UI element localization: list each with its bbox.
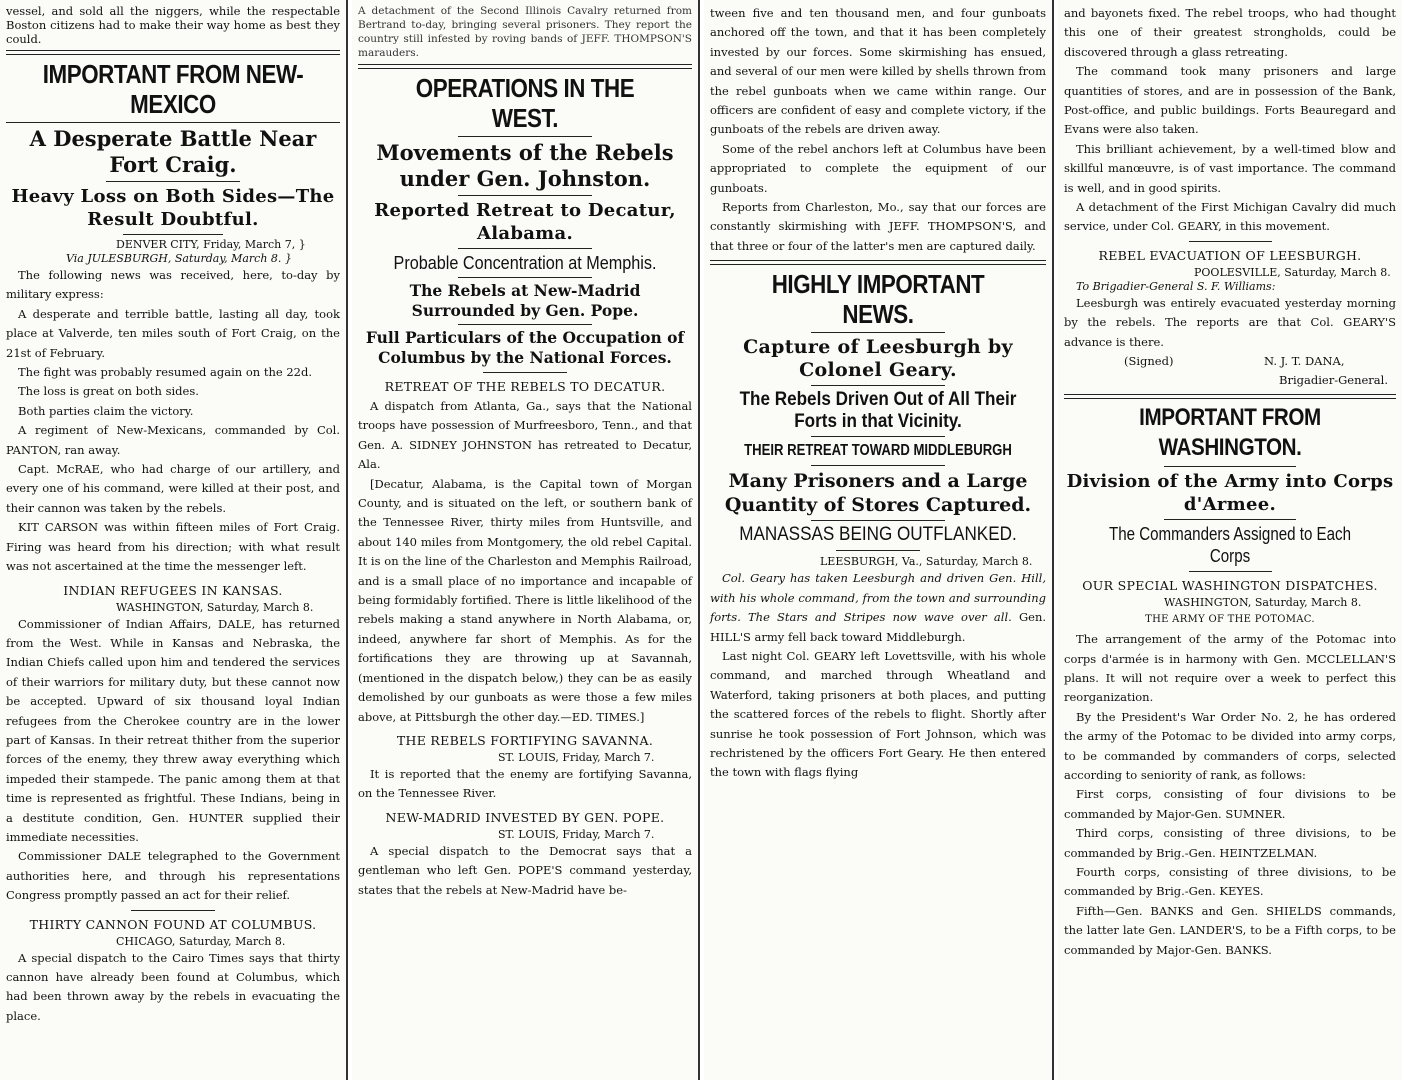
article-paragraph: Fourth corps, consisting of three divisions, to be commanded by Brig.-Gen. KEYES. <box>1064 864 1396 899</box>
divider <box>458 136 592 137</box>
column-continuation-text: A detachment of the Second Illinois Cavalry returned from Bertrand to-day, bringing several prisoners. They report the country still infested by roving bands of JEFF. THOMPSON'S marauders. <box>358 5 692 59</box>
headline-operations-west: OPERATIONS IN THE WEST. <box>415 73 635 133</box>
divider <box>1164 466 1297 467</box>
subhead-capture-leesburgh: Capture of Leesburgh by Colonel Geary. <box>743 336 1013 382</box>
subhead-concentration: Probable Concentration at Memphis. <box>393 253 657 273</box>
subhead-movements: Movements of the Rebels under Gen. Johnston. <box>376 140 674 191</box>
column-3 <box>704 0 1054 1080</box>
divider <box>458 324 592 325</box>
divider <box>358 64 692 69</box>
article-paragraph: The following news was received, here, to-day by military express: <box>6 268 340 302</box>
article-paragraph: A detachment of the First Michigan Cavalry did much service, under Col. GEARY, in this movement. <box>1064 200 1396 234</box>
article-paragraph: The command took many prisoners and large quantities of stores, and are in possession of the Bank, Post-office, and public buildings. Forts Beauregard and Evans were also taken. <box>1064 64 1396 137</box>
divider <box>811 436 945 437</box>
subhead-desperate-battle: A Desperate Battle Near Fort Craig. <box>29 126 317 177</box>
article-paragraph: By the President's War Order No. 2, he has ordered the army of the Potomac to be divided into army corps, to be commanded by commanders of corps, selected according to seniority of rank, as follows: <box>1064 709 1396 782</box>
subhead-manassas: MANASSAS BEING OUTFLANKED. <box>739 524 1017 546</box>
dateline: WASHINGTON, Saturday, March 8. <box>1164 596 1362 610</box>
dateline: CHICAGO, Saturday, March 8. <box>116 934 286 948</box>
dateline: ST. LOUIS, Friday, March 7. <box>498 750 655 764</box>
dateline: WASHINGTON, Saturday, March 8. <box>116 600 314 614</box>
divider <box>6 122 340 123</box>
section-heading: OUR SPECIAL WASHINGTON DISPATCHES. <box>1082 578 1378 594</box>
dateline: LEESBURGH, Va., Saturday, March 8. <box>820 555 1033 569</box>
divider <box>483 372 567 373</box>
signer-name: N. J. T. DANA, <box>1264 354 1345 369</box>
section-heading: INDIAN REFUGEES IN KANSAS. <box>63 582 283 598</box>
article-paragraph: A special dispatch to the Cairo Times says that thirty cannon have already been found at Columbus, which had been thrown away by the rebels in evacuating the place. <box>6 950 340 1023</box>
divider <box>1064 394 1396 399</box>
headline-washington: IMPORTANT FROM WASHINGTON. <box>1139 404 1321 462</box>
article-paragraph: [Decatur, Alabama, is the Capital town of Morgan County, and is situated on the left, or southern bank of the Tennessee River, thirty miles from Huntsville, and about 140 miles from Montgomery, the old rebel Capital. It is on the line of the Charleston and Memphis Railroad, and is a small place of no importance and incapable of being formidably fortified. There is little likelihood of the rebels making a stand anywhere in North Alabama, or, indeed, anywhere far short of Memphis. As for the fortifications they are throwing up at Savannah, (mentioned in the dispatch below,) they can be as easily demolished by our gunboats as were those a few miles above, at Pittsburgh the other day.—ED. TIMES.] <box>358 476 692 724</box>
article-paragraph: Leesburgh was entirely evacuated yesterday morning by the rebels. The reports are that Col. GEARY'S advance is there. <box>1064 295 1396 349</box>
dateline: Via JULESBURGH, Saturday, March 8. } <box>66 252 292 265</box>
divider <box>1189 241 1272 242</box>
subhead-columbus: Full Particulars of the Occupation of Columbus by the National Forces. <box>365 328 685 367</box>
divider <box>710 260 1046 265</box>
divider <box>458 195 592 196</box>
divider <box>811 520 945 521</box>
article-paragraph: Commissioner of Indian Affairs, DALE, has returned from the West. While in Kansas and Nebraska, the Indian Chiefs called upon him and tendered the services of their warriors for military duty, but these cannot now be accepted. Upward of six thousand loyal Indian refugees from the Cherokee country are in the lower part of Kansas. In their retreat thither from the superior forces of the enemy, they threw away everything which impeded their stampede. The panic among them at that time is represented as frightful. These Indians, being in a destitute condition, Gen. HUNTER supplied their immediate necessities. <box>6 616 340 844</box>
article-paragraph: Last night Col. GEARY left Lovettsville, with his whole command, and marched through Wheatland and Waterford, taking prisoners at both places, and putting the scattered forces of the rebels to flight. Shortly after sunrise he took possession of Fort Johnson, which was rechristened by the officers Fort Geary. He then entered the town with flags flying <box>710 648 1046 780</box>
subhead-many-prisoners: Many Prisoners and a Large Quantity of Stores Captured. <box>724 470 1032 517</box>
article-paragraph: First corps, consisting of four divisions to be commanded by Major-Gen. SUMNER. <box>1064 787 1396 821</box>
subhead-division-army: Division of the Army into Corps d'Armee. <box>1066 471 1394 516</box>
divider <box>458 277 592 278</box>
article-paragraph: Some of the rebel anchors left at Columbus have been appropriated to complete the equipment of our gunboats. <box>710 141 1046 195</box>
article-paragraph: A regiment of New-Mexicans, commanded by Col. PANTON, ran away. <box>6 423 340 457</box>
article-paragraph: The loss is great on both sides. <box>18 384 199 399</box>
divider <box>131 910 215 911</box>
article-paragraph: Commissioner DALE telegraphed to the Government authorities here, and through his representations Congress promptly passed an act for their relief. <box>6 849 340 903</box>
subhead-new-madrid: The Rebels at New-Madrid Surrounded by Gen. Pope. <box>409 281 641 320</box>
article-paragraph: Capt. McRAE, who had charge of our artillery, and every one of his command, were killed at their post, and their cannon was taken by the rebels. <box>6 462 340 515</box>
article-text: Gen. HILL'S army fell back toward Middleburgh. <box>710 610 1047 644</box>
dateline: POOLESVILLE, Saturday, March 8. <box>1194 265 1391 279</box>
section-heading: THIRTY CANNON FOUND AT COLUMBUS. <box>29 916 317 932</box>
divider <box>811 385 945 386</box>
divider <box>6 50 340 55</box>
divider <box>1189 571 1272 572</box>
article-paragraph: Third corps, consisting of three divisions, to be commanded by Brig.-Gen. HEINTZELMAN. <box>1064 826 1396 860</box>
divider <box>811 465 945 466</box>
article-paragraph: Fifth—Gen. BANKS and Gen. SHIELDS commands, the latter late Gen. LANDER'S, to be a Fifth corps, to be commanded by Major-Gen. BANKS. <box>1064 903 1396 957</box>
article-paragraph: It is reported that the enemy are fortifying Savanna, on the Tennessee River. <box>358 766 692 801</box>
article-paragraph: A desperate and terrible battle, lasting all day, took place at Valverde, ten miles south of Fort Craig, on the 21st of February. <box>6 306 340 360</box>
section-subheading: THE ARMY OF THE POTOMAC. <box>1145 614 1315 626</box>
signed-label: (Signed) <box>1124 354 1174 369</box>
headline-new-mexico: IMPORTANT FROM NEW-MEXICO <box>42 59 304 119</box>
italic-lead: Col. Geary has taken Leesburgh and driven Gen. Hill, with his whole command, from the town and surrounding forts. The Stars and Stripes now wave over all. <box>710 571 1046 625</box>
divider <box>106 181 240 182</box>
article-paragraph: KIT CARSON was within fifteen miles of Fort Craig. Firing was heard from his direction; with what result was not ascertained at the time the messenger left. <box>6 520 340 574</box>
column-continuation-text: and bayonets fixed. The rebel troops, who had thought this one of their greatest strongholds, could be discovered through a glass retreating. <box>1064 6 1396 59</box>
article-paragraph: The arrangement of the army of the Potomac into corps d'armée is in harmony with Gen. MCCLELLAN'S plans. It will not require over a week to perfect this reorganization. <box>1064 632 1396 705</box>
section-heading: RETREAT OF THE REBELS TO DECATUR. <box>384 379 666 394</box>
column-continuation-text: vessel, and sold all the niggers, while the respectable Boston citizens had to make their way home as best they could. <box>6 4 340 46</box>
section-heading: REBEL EVACUATION OF LEESBURGH. <box>1098 247 1362 263</box>
article-paragraph: A special dispatch to the Democrat says that a gentleman who left Gen. POPE'S command yesterday, states that the rebels at New-Madrid have be- <box>358 843 692 897</box>
divider <box>458 248 592 249</box>
article-paragraph: Both parties claim the victory. <box>18 403 194 418</box>
subhead-heavy-loss: Heavy Loss on Both Sides—The Result Doubtful. <box>11 186 335 230</box>
article-paragraph <box>710 569 1046 647</box>
article-paragraph: A dispatch from Atlanta, Ga., says that the National troops have possession of Murfreesboro, Tenn., and that Gen. A. SIDNEY JOHNSTON has retreated to Decatur, Ala. <box>358 399 692 472</box>
addressee-line: To Brigadier-General S. F. Williams: <box>1076 279 1276 293</box>
dateline: DENVER CITY, Friday, March 7, } <box>116 238 306 251</box>
column-1 <box>0 0 348 1080</box>
divider <box>123 234 223 235</box>
section-heading: NEW-MADRID INVESTED BY GEN. POPE. <box>385 809 665 825</box>
divider <box>1164 519 1297 520</box>
article-paragraph: The fight was probably resumed again on the 22d. <box>18 365 312 380</box>
subhead-reported-retreat: Reported Retreat to Decatur, Alabama. <box>374 200 676 244</box>
column-4 <box>1058 0 1402 1080</box>
headline-highly-important: HIGHLY IMPORTANT NEWS. <box>771 269 985 330</box>
signer-title: Brigadier-General. <box>1279 373 1388 388</box>
article-paragraph: This brilliant achievement, by a well-timed blow and skillful manœuvre, is of vast importance. The command is well, and in good spirits. <box>1064 141 1396 195</box>
divider <box>836 550 920 551</box>
dateline: ST. LOUIS, Friday, March 7. <box>498 827 655 841</box>
section-heading: THE REBELS FORTIFYING SAVANNA. <box>396 732 654 748</box>
article-paragraph: Reports from Charleston, Mo., say that our forces are constantly skirmishing with JEFF. THOMPSON'S, and that three or four of the latter's men are captured daily. <box>710 200 1046 253</box>
divider <box>811 332 945 333</box>
subhead-rebels-driven: The Rebels Driven Out of All Their Forts in that Vicinity. <box>739 389 1017 433</box>
column-2 <box>352 0 700 1080</box>
subhead-commanders: The Commanders Assigned to Each Corps <box>1108 524 1352 567</box>
subhead-retreat-middleburgh: THEIR RETREAT TOWARD MIDDLEBURGH <box>744 442 1012 460</box>
column-continuation-text: tween five and ten thousand men, and four gunboats anchored off the town, and that it has been completely invested by our forces. Some skirmishing has ensued, and several of our men were killed by shells thrown from the rebel gunboats when we came within range. Our officers are confident of easy and complete victory, if the gunboats of the rebels are driven away. <box>710 6 1046 137</box>
